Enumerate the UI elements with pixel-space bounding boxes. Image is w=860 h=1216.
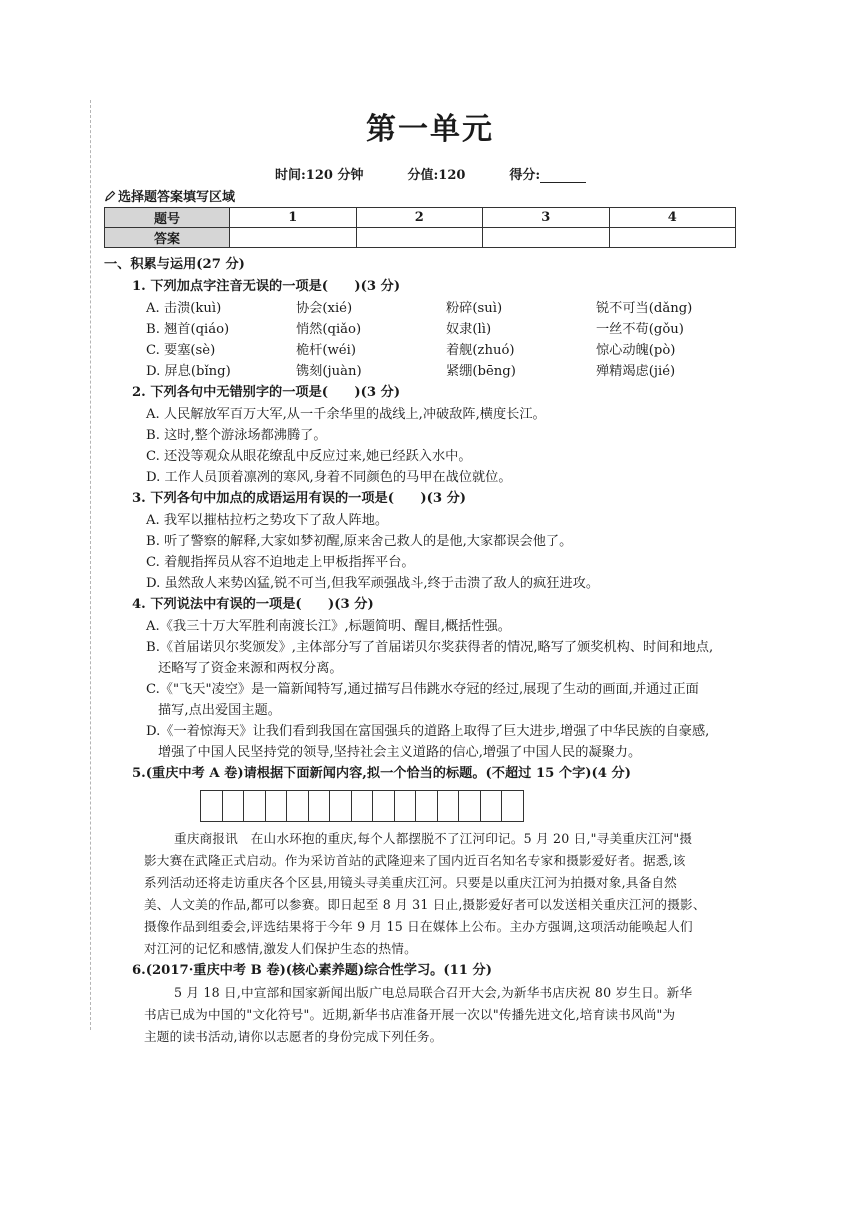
answer-table-answer-row: [105, 228, 736, 248]
answer-cell-3[interactable]: [483, 228, 610, 248]
answer-zone-label: 选择题答案填写区域: [104, 186, 235, 205]
headline-char-box[interactable]: [286, 790, 309, 822]
question-3-option-c: C. 着舰指挥员从容不迫地走上甲板指挥平台。: [146, 555, 415, 570]
question-number-3: 3: [483, 208, 610, 228]
answer-cell-2[interactable]: [356, 228, 483, 248]
question-4-option-c: C.《"飞天"凌空》是一篇新闻特写,通过描写吕伟跳水夺冠的经过,展现了生动的画面,并通过正面: [146, 682, 699, 697]
question-number-1: 1: [230, 208, 357, 228]
news-passage-line: 重庆商报讯 在山水环抱的重庆,每个人都摆脱不了江河印记。5 月 20 日,"寻美重庆江河"摄: [174, 831, 693, 846]
answer-cell-1[interactable]: [230, 228, 357, 248]
exam-meta: [275, 164, 586, 183]
answer-label: 答案: [105, 228, 230, 248]
total-score: 分值:120: [407, 168, 466, 183]
news-passage-line: 系列活动还将走访重庆各个区县,用镜头寻美重庆江河。只要是以重庆江河为拍摄对象,具备自然: [144, 875, 677, 890]
question-3-option-b: B. 听了警察的解释,大家如梦初醒,原来舍己救人的是他,大家都误会他了。: [146, 534, 573, 549]
time-limit: 时间:120 分钟: [275, 168, 364, 183]
answer-table-header-row: [105, 208, 736, 228]
question-1-stem: 1. 下列加点字注音无误的一项是( )(3 分): [132, 279, 401, 294]
activity-passage-line: 5 月 18 日,中宣部和国家新闻出版广电总局联合召开大会,为新华书店庆祝 80 岁生日。新华: [174, 985, 693, 1000]
question-1-option-b: B. 翘首(qiáo) 悄然(qiǎo) 奴隶(lì) 一丝不苟(gǒu): [146, 322, 684, 337]
headline-char-box[interactable]: [501, 790, 524, 822]
question-4-option-b: B.《首届诺贝尔奖颁发》,主体部分写了首届诺贝尔奖获得者的情况,略写了颁奖机构、时间和地点,: [146, 640, 714, 655]
question-6-stem: 6.(2017·重庆中考 B 卷)(核心素养题)综合性学习。(11 分): [132, 963, 492, 978]
question-2-stem: 2. 下列各句中无错别字的一项是( )(3 分): [132, 385, 401, 400]
headline-answer-boxes: [201, 790, 754, 822]
headline-char-box[interactable]: [200, 790, 223, 822]
headline-char-box[interactable]: [458, 790, 481, 822]
question-4-stem: 4. 下列说法中有误的一项是( )(3 分): [132, 597, 374, 612]
question-4-option-d: D.《一着惊海天》让我们看到我国在富国强兵的道路上取得了巨大进步,增强了中华民族的自豪感,: [146, 724, 710, 739]
news-passage-line: 美、人文美的作品,都可以参赛。即日起至 8 月 31 日止,摄影爱好者可以发送相关重庆江河的摄影、: [144, 897, 706, 912]
question-1-option-c: C. 要塞(sè) 桅杆(wéi) 着舰(zhuó) 惊心动魄(pò): [146, 343, 676, 358]
question-number-label: 题号: [105, 208, 230, 228]
news-passage-line: 对江河的记忆和感情,激发人们保护生态的热情。: [144, 941, 417, 956]
question-number-2: 2: [356, 208, 483, 228]
question-1-option-a: A. 击溃(kuì) 协会(xié) 粉碎(suì) 锐不可当(dǎng): [146, 301, 693, 316]
score-blank[interactable]: [540, 182, 586, 183]
question-4-option-d-cont: 增强了中国人民坚持党的领导,坚持社会主义道路的信心,增强了中国人民的凝聚力。: [158, 745, 642, 760]
headline-char-box[interactable]: [308, 790, 331, 822]
page-title: 第一单元: [366, 112, 494, 147]
question-1-option-d: D. 屏息(bǐng) 镌刻(juàn) 紧绷(bēng) 殚精竭虑(jié): [146, 364, 676, 379]
headline-char-box[interactable]: [415, 790, 438, 822]
headline-char-box[interactable]: [243, 790, 266, 822]
headline-char-box[interactable]: [222, 790, 245, 822]
activity-passage-line: 书店已成为中国的"文化符号"。近期,新华书店准备开展一次以"传播先进文化,培育读书风尚"为: [144, 1007, 676, 1022]
headline-char-box[interactable]: [394, 790, 417, 822]
question-4-option-b-cont: 还略写了资金来源和两权分离。: [158, 661, 343, 676]
score-field: 得分:: [509, 164, 586, 183]
question-number-4: 4: [609, 208, 736, 228]
headline-char-box[interactable]: [329, 790, 352, 822]
pencil-icon: [104, 190, 116, 202]
headline-char-box[interactable]: [351, 790, 374, 822]
question-5-stem: 5.(重庆中考 A 卷)请根据下面新闻内容,拟一个恰当的标题。(不超过 15 个字)(4 分): [132, 766, 631, 781]
headline-char-box[interactable]: [372, 790, 395, 822]
question-3-option-a: A. 我军以摧枯拉朽之势攻下了敌人阵地。: [146, 513, 389, 528]
question-2-option-d: D. 工作人员顶着凛冽的寒风,身着不同颜色的马甲在战位就位。: [146, 470, 512, 485]
headline-char-box[interactable]: [480, 790, 503, 822]
section-heading: 一、积累与运用(27 分): [104, 257, 245, 272]
question-3-option-d: D. 虽然敌人来势凶猛,锐不可当,但我军顽强战斗,终于击溃了敌人的疯狂进攻。: [146, 576, 600, 591]
question-2-option-b: B. 这时,整个游泳场都沸腾了。: [146, 428, 327, 443]
question-2-option-c: C. 还没等观众从眼花缭乱中反应过来,她已经跃入水中。: [146, 449, 472, 464]
news-passage-line: 摄像作品到组委会,评选结果将于今年 9 月 15 日在媒体上公布。主办方强调,这项活动能唤起人们: [144, 919, 693, 934]
binding-margin-line: [90, 100, 91, 1030]
answer-table: [104, 207, 736, 248]
question-4-option-a: A.《我三十万大军胜利南渡长江》,标题简明、醒目,概括性强。: [146, 619, 511, 634]
answer-cell-4[interactable]: [609, 228, 736, 248]
activity-passage-line: 主题的读书活动,请你以志愿者的身份完成下列任务。: [144, 1029, 443, 1044]
question-2-option-a: A. 人民解放军百万大军,从一千余华里的战线上,冲破敌阵,横度长江。: [146, 407, 546, 422]
question-3-stem: 3. 下列各句中加点的成语运用有误的一项是( )(3 分): [132, 491, 467, 506]
headline-char-box[interactable]: [265, 790, 288, 822]
exam-content: [104, 254, 754, 1048]
news-passage-line: 影大赛在武隆正式启动。作为采访首站的武隆迎来了国内近百名知名专家和摄影爱好者。据悉,该: [144, 853, 686, 868]
question-4-option-c-cont: 描写,点出爱国主题。: [158, 703, 281, 718]
headline-char-box[interactable]: [437, 790, 460, 822]
